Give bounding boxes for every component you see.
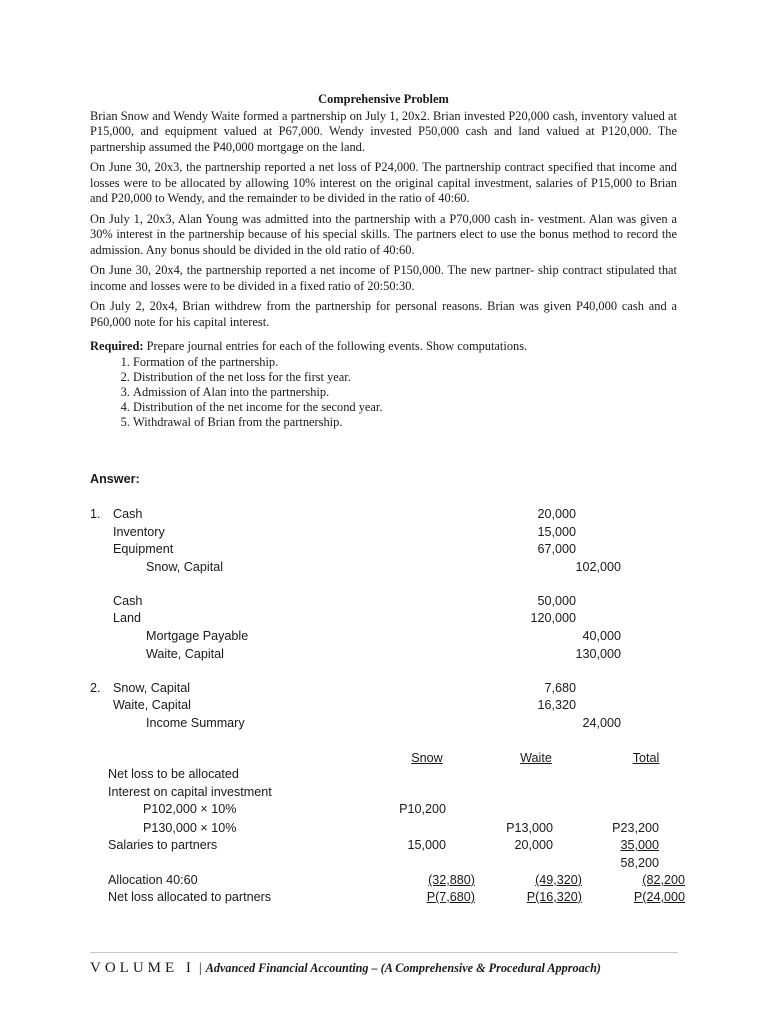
table-row-label: Salaries to partners	[108, 838, 218, 852]
account-name: Snow, Capital	[113, 681, 191, 695]
waite-amount: P13,000	[506, 821, 553, 835]
debit-amount: 20,000	[537, 507, 576, 521]
total-amount: 35,000	[620, 838, 659, 852]
debit-amount: 120,000	[530, 611, 576, 625]
problem-paragraph: On July 2, 20x4, Brian withdrew from the partnership for personal reasons. Brian was given P40,000 cash and a P60,000 note for his capital interest.	[90, 299, 677, 329]
account-name: Snow, Capital	[146, 560, 224, 574]
table-row-label: P130,000 × 10%	[143, 821, 237, 835]
total-amount: P23,200	[612, 821, 659, 835]
credit-amount: 102,000	[575, 560, 621, 574]
debit-amount: 16,320	[537, 698, 576, 712]
problem-paragraph: On July 1, 20x3, Alan Young was admitted into the partnership with a P70,000 cash in- vestment. Alan was given a 30% interest in the partnership because of his special skills. The partners elect to use the bonus method to record the admission. Any bonus should be divided in the old ratio of 40:60.	[90, 211, 677, 257]
debit-amount: 67,000	[537, 542, 576, 556]
account-name: Mortgage Payable	[146, 629, 249, 643]
snow-amount: P(7,680)	[426, 890, 475, 904]
problem-title: Comprehensive Problem	[318, 92, 449, 106]
required-list	[90, 355, 677, 430]
account-name: Cash	[113, 594, 143, 608]
waite-amount: P(16,320)	[526, 890, 582, 904]
entry-number: 1.	[90, 507, 101, 521]
debit-amount: 7,680	[544, 681, 576, 695]
required-item: 2. Distribution of the net loss for the first year.	[133, 370, 677, 385]
account-name: Land	[113, 611, 142, 625]
total-amount: 58,200	[620, 856, 659, 870]
account-name: Waite, Capital	[146, 647, 224, 661]
waite-amount: 20,000	[514, 838, 553, 852]
account-name: Income Summary	[146, 716, 245, 730]
account-name: Inventory	[113, 525, 165, 539]
required-text: Prepare journal entries for each of the following events. Show computations.	[143, 339, 528, 353]
footer-separator: |	[198, 961, 202, 976]
required-item: 1. Formation of the partnership.	[133, 355, 677, 370]
footer-divider	[90, 952, 678, 953]
snow-amount: (32,880)	[428, 873, 475, 887]
account-name: Equipment	[113, 542, 174, 556]
credit-amount: 130,000	[575, 647, 621, 661]
column-header-total: Total	[632, 751, 660, 765]
table-row-label: Net loss to be allocated	[108, 767, 239, 781]
required-section	[90, 339, 677, 430]
table-row-label: Net loss allocated to partners	[108, 890, 272, 904]
total-amount: (82,200	[642, 873, 685, 887]
debit-amount: 15,000	[537, 525, 576, 539]
column-header-snow: Snow	[411, 751, 443, 765]
snow-amount: 15,000	[407, 838, 446, 852]
debit-amount: 50,000	[537, 594, 576, 608]
required-item: 4. Distribution of the net income for the second year.	[133, 400, 677, 415]
answer-heading: Answer:	[90, 472, 140, 486]
problem-paragraph: On June 30, 20x4, the partnership reported a net income of P150,000. The new partner- ship contract stipulated that income and losses were to be divided in a fixed ratio of 20:50:30.	[90, 263, 677, 293]
footer-book-title: Advanced Financial Accounting – (A Comprehensive & Procedural Approach)	[205, 961, 601, 975]
credit-amount: 40,000	[582, 629, 621, 643]
problem-paragraph: Brian Snow and Wendy Waite formed a partnership on July 1, 20x2. Brian invested P20,000 cash, inventory valued at P15,000, and equipment valued at P67,000. Wendy invested P50,000 cash and land valued at P120,000. The partnership assumed the P40,000 mortgage on the land.	[90, 108, 677, 154]
entry-number: 2.	[90, 681, 101, 695]
required-label: Required:	[90, 339, 144, 353]
footer-volume: VOLUME I	[90, 960, 195, 976]
problem-section	[90, 92, 677, 430]
column-header-waite: Waite	[520, 751, 552, 765]
total-amount: P(24,000	[633, 890, 685, 904]
page-footer	[90, 959, 601, 977]
credit-amount: 24,000	[582, 716, 621, 730]
problem-paragraph: On June 30, 20x3, the partnership reported a net loss of P24,000. The partnership contract specified that income and losses were to be allocated by allowing 10% interest on the original capital investment, salaries of P15,000 to Brian and P20,000 to Wendy, and the remainder to be divided in the ratio of 40:60.	[90, 160, 677, 205]
table-row-label: Interest on capital investment	[108, 785, 272, 799]
account-name: Cash	[113, 507, 143, 521]
required-item: 3. Admission of Alan into the partnership.	[133, 385, 677, 400]
account-name: Waite, Capital	[113, 698, 191, 712]
snow-amount: P10,200	[399, 802, 446, 816]
required-item: 5. Withdrawal of Brian from the partnership.	[133, 415, 677, 430]
table-row-label: P102,000 × 10%	[143, 802, 237, 816]
waite-amount: (49,320)	[535, 873, 582, 887]
table-row-label: Allocation 40:60	[108, 873, 198, 887]
